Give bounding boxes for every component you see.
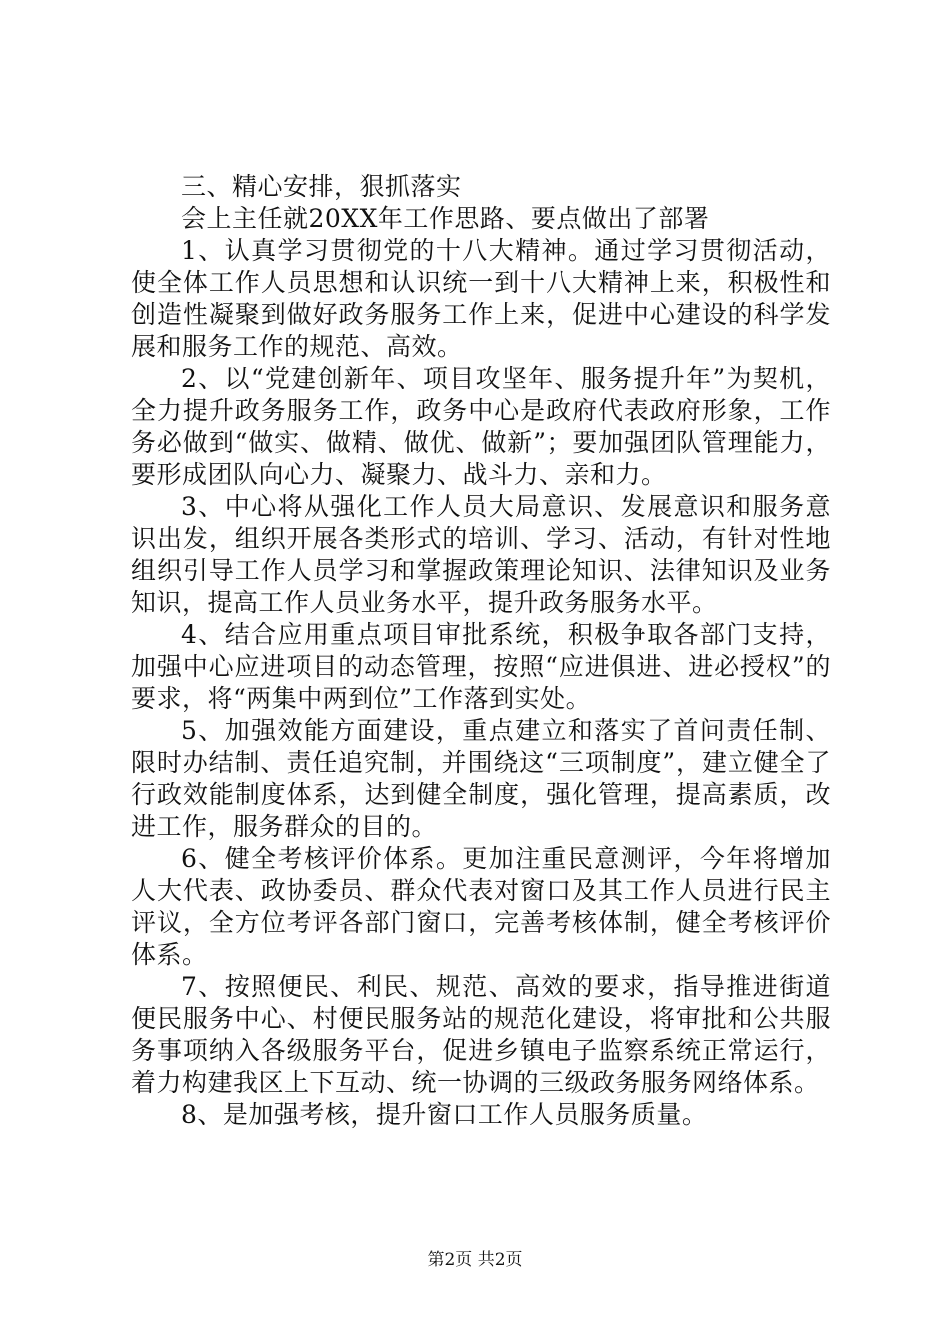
- paragraph-item-6: 6、健全考核评价体系。更加注重民意测评，今年将增加人大代表、政协委员、群众代表对窗口及其工作人员进行民主评议，全方位考评各部门窗口，完善考核体制，健全考核评价体系。: [131, 844, 831, 969]
- document-body: [131, 171, 831, 1131]
- paragraph-item-1: 1、认真学习贯彻党的十八大精神。通过学习贯彻活动，使全体工作人员思想和认识统一到十八大精神上来，积极性和创造性凝聚到做好政务服务工作上来，促进中心建设的科学发展和服务工作的规范、高效。: [131, 236, 831, 361]
- paragraph-item-5: 5、加强效能方面建设，重点建立和落实了首问责任制、限时办结制、责任追究制，并围绕这“三项制度”，建立健全了行政效能制度体系，达到健全制度，强化管理，提高素质，改进工作，服务群众的目的。: [131, 716, 831, 841]
- paragraph-item-3: 3、中心将从强化工作人员大局意识、发展意识和服务意识出发，组织开展各类形式的培训、学习、活动，有针对性地组织引导工作人员学习和掌握政策理论知识、法律知识及业务知识，提高工作人员业务水平，提升政务服务水平。: [131, 492, 831, 617]
- paragraph-item-2: 2、以“党建创新年、项目攻坚年、服务提升年”为契机，全力提升政务服务工作，政务中心是政府代表政府形象，工作务必做到“做实、做精、做优、做新”；要加强团队管理能力，要形成团队向心力、凝聚力、战斗力、亲和力。: [131, 364, 831, 489]
- section-heading: 三、精心安排，狠抓落实: [181, 172, 462, 201]
- paragraph-item-4: 4、结合应用重点项目审批系统，积极争取各部门支持，加强中心应进项目的动态管理，按照“应进俱进、进必授权”的要求，将“两集中两到位”工作落到实处。: [131, 620, 831, 713]
- page-number-footer: 第2页 共2页: [427, 1250, 523, 1270]
- intro-paragraph: 会上主任就20XX年工作思路、要点做出了部署: [181, 204, 710, 233]
- paragraph-item-7: 7、按照便民、利民、规范、高效的要求，指导推进街道便民服务中心、村便民服务站的规范化建设，将审批和公共服务事项纳入各级服务平台，促进乡镇电子监察系统正常运行，着力构建我区上下互动、统一协调的三级政务服务网络体系。: [131, 972, 831, 1097]
- paragraph-item-8: 8、是加强考核，提升窗口工作人员服务质量。: [181, 1100, 708, 1129]
